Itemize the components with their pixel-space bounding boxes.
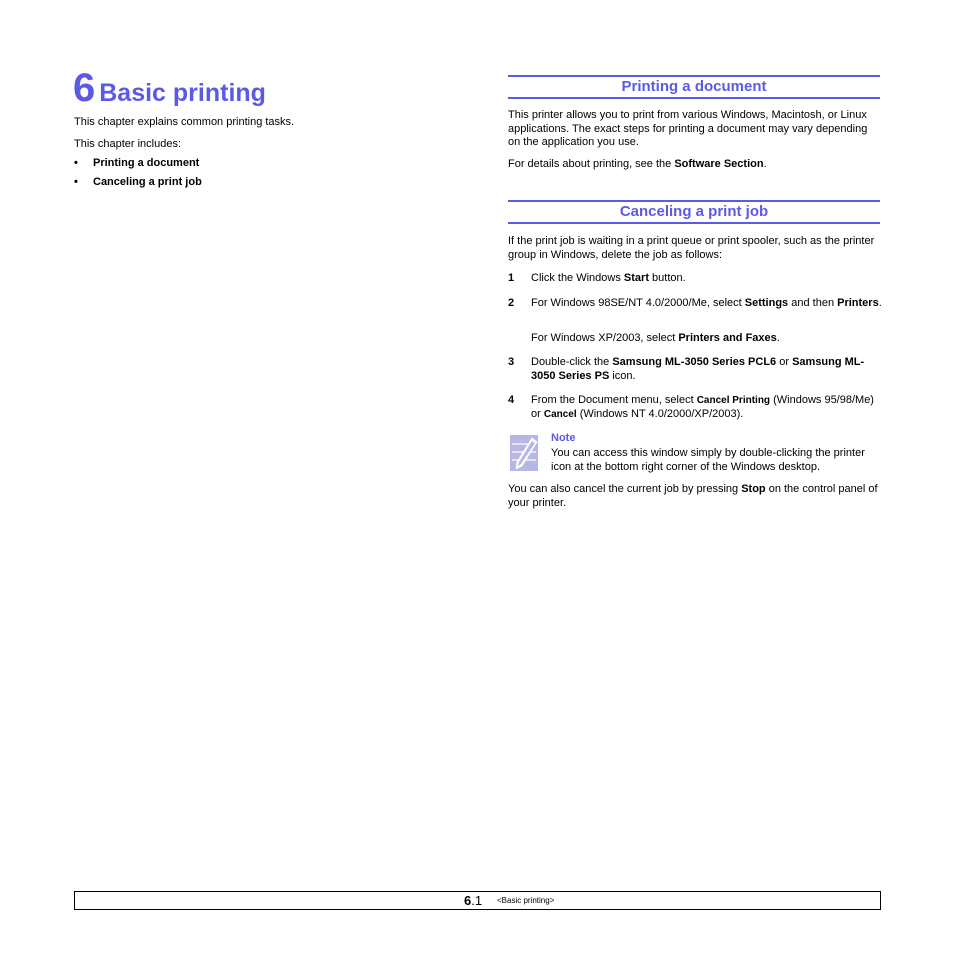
step-text [531, 272, 883, 286]
step-bold: Printers [837, 297, 879, 309]
step-text-part: . [878, 297, 882, 309]
step-text [531, 394, 883, 421]
page-number-minor: .1 [471, 893, 483, 908]
step-bold: Samsung ML-3050 Series PCL6 [612, 356, 777, 368]
note-text: You can access this window simply by double-clicking the printer icon at the bottom right corner of the Windows desktop. [551, 447, 865, 473]
step-text-part: (Windows NT 4.0/2000/XP/2003). [576, 407, 744, 420]
step-text-part: . [776, 332, 780, 344]
section-heading-canceling: Canceling a print job [508, 200, 880, 224]
bullet-link-printing[interactable]: Printing a document [93, 157, 200, 169]
step-text-part: or [776, 356, 793, 368]
section1-details [508, 158, 880, 172]
step-number: 1 [508, 272, 515, 284]
bullet-dot: • [74, 176, 78, 188]
section2-intro: If the print job is waiting in a print queue or print spooler, such as the printer group in Windows, delete the job as follows: [508, 235, 875, 261]
step-text-part: and then [788, 297, 838, 309]
software-section-ref[interactable]: Software Section [674, 158, 764, 170]
chapter-title: Basic printing [99, 79, 266, 107]
step-bold: Samsung ML-3050 Series PS [531, 356, 865, 382]
step-text [531, 297, 883, 311]
chapter-bullet-item[interactable] [74, 157, 199, 169]
page-footer [74, 891, 881, 910]
chapter-number: 6 [73, 66, 96, 110]
note-label: Note [551, 432, 576, 444]
step-number: 4 [508, 394, 515, 406]
step-text-part: (Windows 95/98/Me) or [531, 394, 874, 420]
stop-button-ref: Stop [741, 483, 766, 495]
details-text: For details about printing, see the [508, 158, 675, 170]
step-number: 3 [508, 356, 515, 368]
step-text-part: button. [648, 272, 686, 284]
step-bold: Start [623, 272, 649, 284]
step-text-part: Double-click the [531, 356, 613, 368]
closing-text: You can also cancel the current job by pressing [508, 483, 742, 495]
step-bold: Cancel [543, 408, 577, 420]
chapter-heading [73, 66, 266, 111]
page-number-major: 6 [464, 893, 472, 908]
step-bold: Cancel Printing [696, 395, 771, 406]
step-bold: Settings [744, 297, 789, 309]
section1-paragraph: This printer allows you to print from various Windows, Macintosh, or Linux applications. The exact steps for printing a document may vary depending on the application you use. [508, 109, 868, 148]
step-text-part: For Windows 98SE/NT 4.0/2000/Me, select [531, 297, 745, 309]
step-text-part: Click the Windows [531, 272, 624, 284]
step-bold: Printers and Faxes [678, 332, 777, 344]
step-text [531, 356, 883, 383]
bullet-link-canceling[interactable]: Canceling a print job [93, 176, 202, 188]
step-number: 2 [508, 297, 515, 309]
chapter-intro: This chapter explains common printing tasks. [74, 116, 295, 128]
chapter-includes-label: This chapter includes: [74, 138, 181, 150]
closing-paragraph [508, 483, 880, 510]
closing-text: on the control panel of your printer. [508, 483, 878, 509]
bullet-dot: • [74, 157, 78, 169]
note-pencil-icon [508, 435, 540, 473]
page-number [464, 892, 482, 909]
step-text-part: For Windows XP/2003, select [531, 332, 679, 344]
details-end: . [763, 158, 767, 170]
step-text-part: From the Document menu, select [531, 394, 697, 406]
step-subtext [531, 332, 883, 346]
step-text-part: icon. [609, 369, 636, 382]
chapter-bullet-item[interactable] [74, 176, 202, 188]
section-heading-printing: Printing a document [508, 75, 880, 99]
footer-chapter-label: <Basic printing> [497, 896, 555, 905]
